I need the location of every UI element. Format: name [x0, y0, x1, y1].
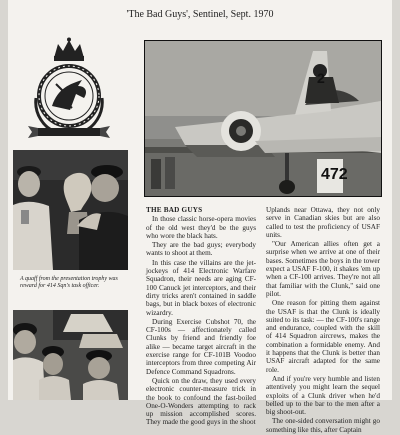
article-paragraph: Uplands near Ottawa, they not only serve in Canadian skies but are also called to test the proficiency of USAF units. — [266, 206, 380, 239]
article-paragraph: The one-sided conversation might go something like this, after Captain — [266, 417, 380, 434]
group-photo — [13, 310, 128, 400]
article-paragraph: And if you're very humble and listen attentively you might learn the sequel exploits of a Clunk driver when he'd belled up to the bar to the men after a big shoot-out. — [266, 374, 380, 417]
page-header: 'The Bad Guys', Sentinel, Sept. 1970 — [126, 9, 274, 20]
article-column-left — [146, 206, 256, 428]
fin-digit: 2 — [317, 70, 325, 86]
article-heading: THE BAD GUYS — [146, 206, 203, 214]
squadron-crest-icon — [26, 36, 112, 142]
tail-number: 472 — [321, 166, 348, 183]
scrapbook-page — [8, 0, 392, 434]
cf100-jet-photo — [144, 40, 382, 197]
article-paragraph: One reason for pitting them against the USAF is that the Clunk is ideally suited to its task: — the CF-100's range and endurance, coupled with the skill of 414 Squadron aircrews, makes the combination a formidable enemy. And it happens that the Clunk is better than USAF aircraft adapted for the same role. — [266, 299, 380, 374]
article-column-right — [266, 206, 380, 435]
article-paragraph: In this case the villains are the jet-jockeys of 414 Electronic Warfare Squadron, their needs are aging CF-100 Canuck jet interceptors, and their dirty tricks aren't contained in saddle bags, but in black boxes of electronic wizardry. — [146, 258, 256, 317]
article-paragraph: They are the bad guys; everybody wants to shoot at them. — [146, 241, 256, 258]
article-paragraph: "Our American allies often get a surprise when we arrive at one of their bases. Sometimes the boys in the tower expect a USAF F-100, it shakes 'em up when a CF-100 arrives. They're not all that familiar with the Clunk," said one pilot. — [266, 240, 380, 298]
article-paragraph: During Exercise Cubshot 70, the CF-100s — affectionately called Clunks by friend and friendly foe alike — became target aircraft in the exercise range for CF-101B Voodoo interceptors from three competing Air Defence Command Squadrons. — [146, 317, 256, 376]
trophy-photo-caption: A quaff from the presentation trophy was reward for 414 Sqn's task officer. — [20, 276, 118, 289]
trophy-photo — [13, 150, 128, 270]
article-paragraph: Quick on the draw, they used every electronic counter-measure trick in the book to confound the fast-boiled One-O-Wonders attempting to rack up mission accomplished scores. They made the good guys in the shoot — [146, 376, 256, 427]
article-paragraph: In those classic horse-opera movies of the old west they'd be the guys who wore the black hats. — [146, 215, 256, 240]
